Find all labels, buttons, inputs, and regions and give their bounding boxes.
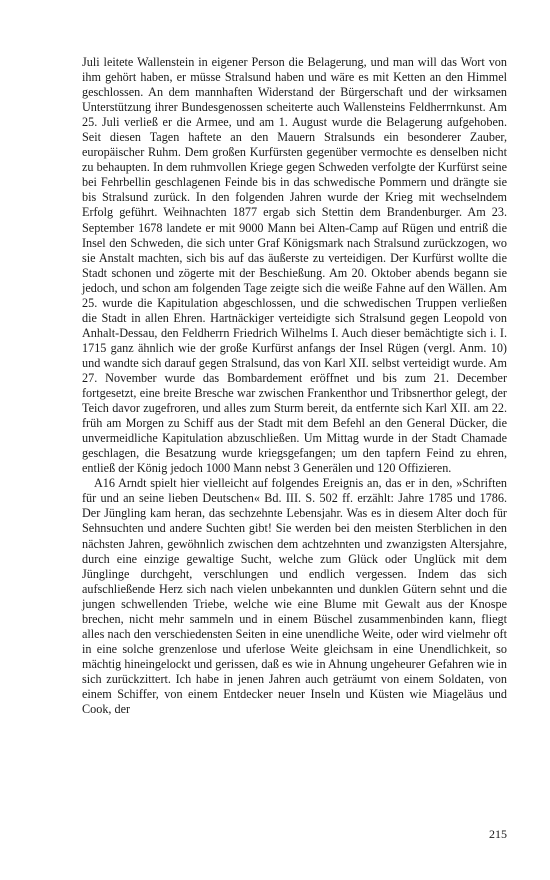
page-number: 215 <box>489 827 507 841</box>
body-paragraph: Juli leitete Wallenstein in eigener Person die Belagerung, und man will das Wort von ihm gehört haben, er müsse Stralsund haben und wäre es mit Ketten an den Himmel geschlossen. An dem mannhaften Widerstand der Bürgerschaft und der wirksamen Unterstützung ihrer Bundesgenossen scheiterte auch Wallensteins Feldherrnkunst. Am 25. Juli verließ er die Armee, und am 1. August wurde die Belagerung aufgehoben. Seit diesen Tagen haftete an den Mauern Stralsunds ein besonderer Zauber, europäischer Ruhm. Dem großen Kurfürsten gegenüber vermochte es denselben nicht zu behaupten. In dem ruhmvollen Kriege gegen Schweden verfolgte der Kurfürst seine bei Fehrbellin geschlagenen Feinde bis in das schwedische Pommern und drängte sie bis Stralsund zurück. In den folgenden Jahren wurde der Krieg mit wechselndem Erfolg geführt. Weihnachten 1877 ergab sich Stettin dem Brandenburger. Am 23. September 1678 landete er mit 9000 Mann bei Alten-Camp auf Rügen und entriß die Insel den Schweden, die sich unter Graf Königsmark nach Stralsund zurückzogen, wo sie Anstalt machten, sich bis auf das äußerste zu verteidigen. Der Kurfürst wollte die Stadt schonen und zögerte mit der Beschießung. Am 20. Oktober abends begann sie jedoch, und schon am folgenden Tage zeigte sich die weiße Fahne auf den Wällen. Am 25. wurde die Kapitulation abgeschlossen, und die schwedischen Truppen verließen die Stadt in allen Ehren. Hartnäckiger verteidigte sich Stralsund gegen Leopold von Anhalt-Dessau, den Feldherrn Friedrich Wilhelms I. Auch dieser bemächtigte sich i. I. 1715 ganz ähnlich wie der große Kurfürst anfangs der Insel Rügen (vergl. Anm. 10) und wandte sich darauf gegen Stralsund, das von Karl XII. selbst verteidigt wurde. Am 27. November wurde das Bombardement eröffnet und bis zum 21. December fortgesetzt, eine breite Bresche war zwischen Frankenthor und Tribsnerthor gelegt, der Teich davor zugefroren, und alles zum Sturm bereit, da entfernte sich Karl XII. am 22. früh am Morgen zu Schiff aus der Stadt mit dem Befehl an den General Dücker, die unvermeidliche Kapitulation abzuschließen. Um Mittag wurde in der Stadt Chamade geschlagen, die Besatzung wurde kriegsgefangen; um den tapfern Feind zu ehren, entließ der König jedoch 1000 Mann nebst 3 Generälen und 120 Offizieren. <box>82 55 507 476</box>
annotation-paragraph: A16 Arndt spielt hier vielleicht auf folgendes Ereignis an, das er in den, »Schriften für und an seine lieben Deutschen« Bd. III. S. 502 ff. erzählt: Jahre 1785 und 1786. Der Jüngling kam heran, das sechzehnte Lebensjahr. Was es in diesem Alter doch für Sehnsuchten und andere Suchten gibt! Sie werden bei den meisten Sterblichen in den nächsten Jahren, gewöhnlich zwischen dem achtzehnten und zwanzigsten Altersjahre, durch eine einzige gewaltige Sucht, welche zum Glück oder Unglück mit dem Jünglinge durchgeht, verschlungen und endlich vergessen. Indem das sich aufschließende Herz sich nach vielen unbekannten und dunklen Gütern sehnt und die jungen schwellenden Triebe, welche wie eine Blume mit Gewalt aus der Knospe brechen, nicht mehr sammeln und in einem Büschel zusammenbinden kann, fliegt alles nach den verschiedensten Seiten in eine unendliche Weite, oder wird vielmehr oft in eine solche grenzenlose und uferlose Weite gleichsam in eine Unendlichkeit, so mächtig hineingelockt und gerissen, daß es wie in Ahnung ungeheurer Gefahren wie in sich zurückzittert. Ich habe in jenen Jahren auch geträumt von einem Soldaten, von einem Schiffer, von einem Entdecker neuer Inseln und Küsten wie Miageläus und Cook, der <box>82 476 507 717</box>
page-body <box>82 55 507 800</box>
